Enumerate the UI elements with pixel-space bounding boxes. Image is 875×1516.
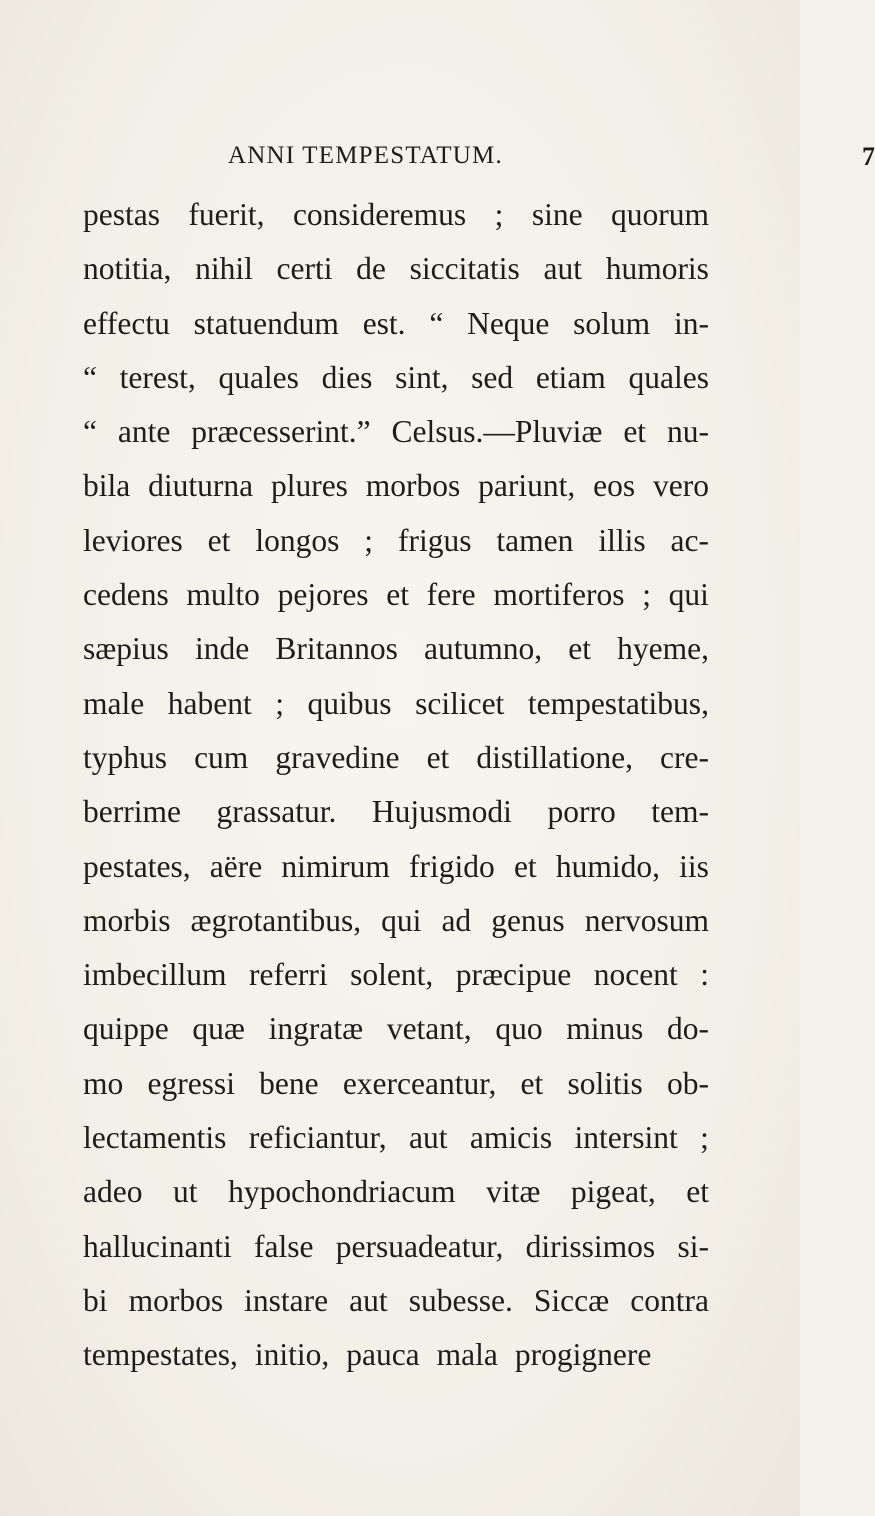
text-line: effectu statuendum est. “ Neque solum in- bbox=[83, 305, 709, 341]
text-line: bila diuturna plures morbos pariunt, eos vero bbox=[83, 468, 709, 504]
text-line: sæpius inde Britannos autumno, et hyeme, bbox=[83, 631, 709, 667]
page-number: 7 bbox=[862, 142, 875, 171]
text-line: quippe quæ ingratæ vetant, quo minus do- bbox=[83, 1011, 709, 1047]
text-line: lectamentis reficiantur, aut amicis intersint ; bbox=[83, 1120, 709, 1156]
text-line: “ terest, quales dies sint, sed etiam quales bbox=[83, 359, 709, 395]
running-title: ANNI TEMPESTATUM. bbox=[228, 142, 503, 169]
text-line: pestas fuerit, consideremus ; sine quorum bbox=[83, 197, 709, 232]
text-line: adeo ut hypochondriacum vitæ pigeat, et bbox=[83, 1174, 709, 1210]
text-line: “ ante præcesserint.” Celsus.—Pluviæ et nu- bbox=[83, 414, 709, 450]
text-line: imbecillum referri solent, præcipue nocent : bbox=[83, 957, 709, 993]
text-line: cedens multo pejores et fere mortiferos ; qui bbox=[83, 577, 709, 613]
text-line: bi morbos instare aut subesse. Siccæ contra bbox=[83, 1282, 709, 1318]
text-line: pestates, aëre nimirum frigido et humido, iis bbox=[83, 848, 709, 884]
text-line: hallucinanti false persuadeatur, dirissimos si- bbox=[83, 1228, 709, 1264]
text-line: leviores et longos ; frigus tamen illis ac- bbox=[83, 522, 709, 558]
text-line: mo egressi bene exerceantur, et solitis ob- bbox=[83, 1065, 709, 1101]
body-text bbox=[83, 188, 709, 1383]
text-line: morbis ægrotantibus, qui ad genus nervosum bbox=[83, 902, 709, 938]
text-line: tempestates, initio, pauca mala progignere bbox=[83, 1337, 652, 1373]
running-head bbox=[228, 142, 875, 176]
text-line: typhus cum gravedine et distillatione, cre- bbox=[83, 739, 709, 775]
text-line: male habent ; quibus scilicet tempestatibus, bbox=[83, 685, 709, 721]
text-line: notitia, nihil certi de siccitatis aut humoris bbox=[83, 251, 709, 287]
text-line: berrime grassatur. Hujusmodi porro tem- bbox=[83, 794, 709, 830]
